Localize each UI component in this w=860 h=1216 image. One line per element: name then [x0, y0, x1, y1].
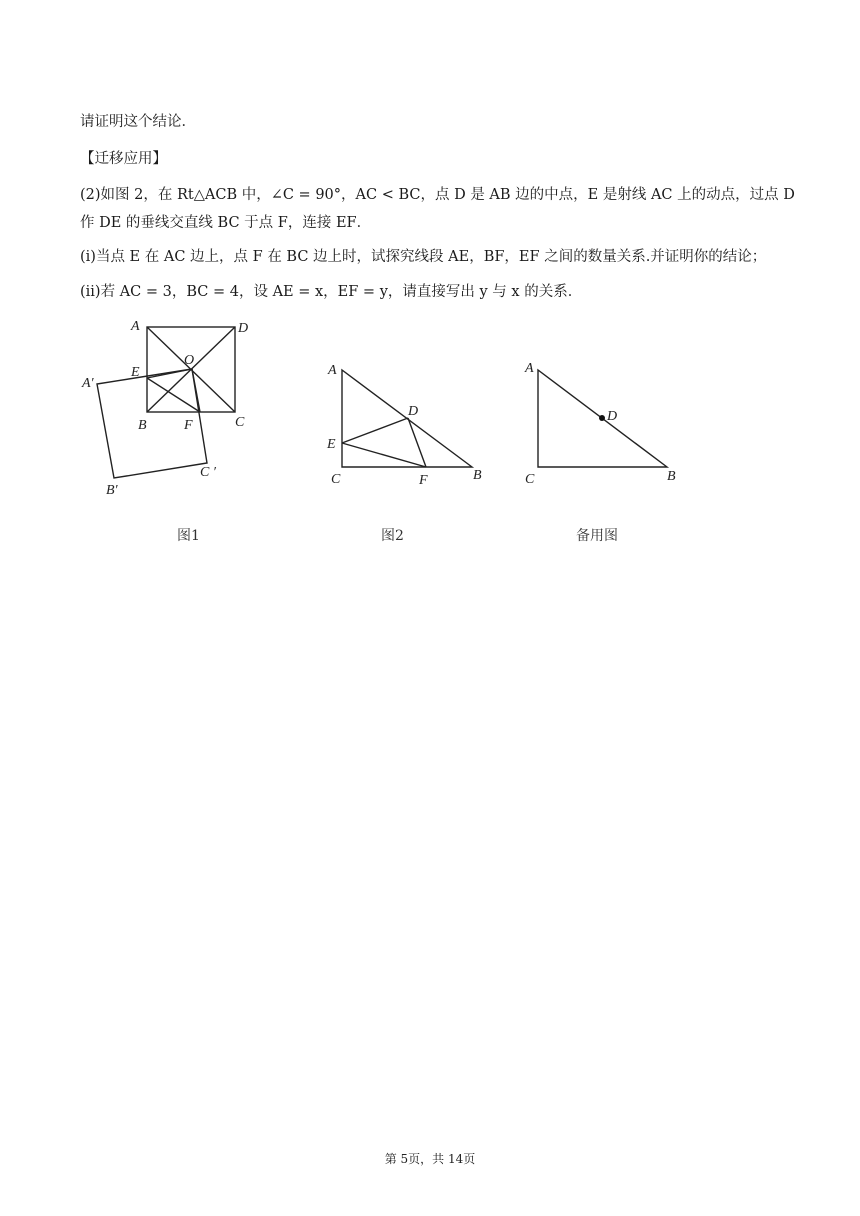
fig3-label-a: A	[525, 361, 534, 376]
fig2-label-b: B	[473, 468, 482, 483]
fig1-segment-ef	[147, 378, 200, 412]
fig1-segment-of	[192, 369, 200, 412]
fig1-label-e: E	[131, 365, 140, 380]
question-2-part-i: (i)当点 E 在 AC 边上，点 F 在 BC 边上时，试探究线段 AE，BF，EF 之间的数量关系.并证明你的结论；	[80, 249, 767, 265]
section-heading: 【迁移应用】	[80, 151, 167, 167]
fig2-label-a: A	[328, 363, 337, 378]
fig3-caption: 备用图	[576, 528, 618, 544]
fig1-label-b: B	[138, 418, 147, 433]
text-line-prove: 请证明这个结论．	[80, 114, 196, 130]
fig1-label-a: A	[131, 319, 140, 334]
fig1-label-a-prime: A′	[82, 376, 94, 391]
fig1-label-o: O	[184, 353, 195, 368]
fig1-caption: 图1	[177, 528, 200, 544]
page-footer: 第 5页，共 14页	[384, 1152, 476, 1166]
fig1-label-b-prime: B′	[106, 483, 118, 498]
fig1-label-c-prime: C ′	[200, 465, 216, 480]
fig2-segment-ef	[342, 443, 426, 467]
fig3-label-b: B	[667, 469, 676, 484]
figure-2	[342, 370, 472, 467]
fig1-segment-oe	[147, 369, 192, 378]
fig1-label-f: F	[184, 418, 193, 433]
fig2-segment-ed	[342, 418, 408, 443]
fig2-caption: 图2	[381, 528, 404, 544]
question-2-line-2: 作 DE 的垂线交直线 BC 于点 F，连接 EF．	[80, 215, 372, 231]
question-2-line-1: (2)如图 2，在 Rt△ACB 中，∠C = 90°，AC < BC，点 D 是 AB 边的中点，E 是射线 AC 上的动点，过点 D	[80, 187, 795, 203]
fig2-label-c: C	[331, 472, 341, 487]
fig2-label-d: D	[408, 404, 419, 419]
figure-1	[97, 327, 235, 478]
figures-svg	[0, 0, 860, 600]
question-2-part-ii: (ii)若 AC = 3，BC = 4，设 AE = x，EF = y，请直接写出 y 与 x 的关系．	[80, 284, 583, 300]
fig1-label-c: C	[235, 415, 245, 430]
fig3-point-d	[599, 415, 605, 421]
fig1-label-d: D	[238, 321, 249, 336]
figure-3-labels	[524, 361, 676, 544]
fig2-label-f: F	[419, 473, 428, 488]
fig2-label-e: E	[327, 437, 336, 452]
fig3-label-c: C	[525, 472, 535, 487]
figure-2-labels	[326, 363, 482, 544]
fig3-label-d: D	[607, 409, 618, 424]
